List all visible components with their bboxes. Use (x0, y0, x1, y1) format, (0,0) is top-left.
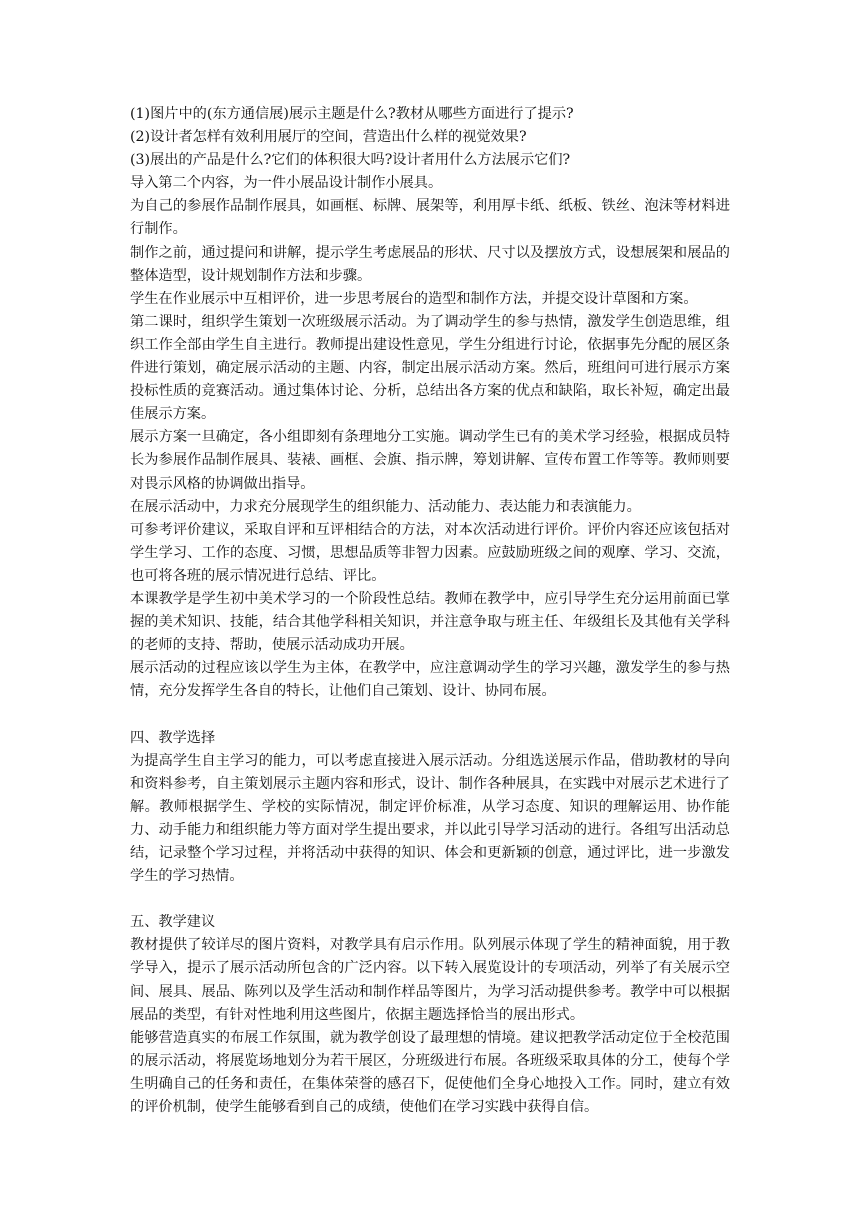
question-1: (1)图片中的(东方通信展)展示主题是什么?教材从哪些方面进行了提示? (130, 106, 574, 122)
paragraph: 为提高学生自主学习的能力，可以考虑直接进入展示活动。分组选送展示作品，借助教材的导向和资料参考，自主策划展示主题内容和形式，设计、制作各种展具，在实践中对展示艺术进行了解。教师根据学生、学校的实际情况，制定评价标准，从学习态度、知识的理解运用、协作能力、动手能力和组织能力等方面对学生提出要求，并以此引导学习活动的进行。各组写出活动总结，记录整个学习过程，并将活动中获得的知识、体会和更新颖的创意，通过评比，进一步激发学生的学习热情。 (130, 752, 730, 885)
paragraph: 在展示活动中，力求充分展现学生的组织能力、活动能力、表达能力和表演能力。 (130, 498, 641, 515)
question-3: (3)展出的产品是什么?它们的体积很大吗?设计者用什么方法展示它们? (130, 152, 571, 169)
document-body (130, 103, 730, 1119)
paragraph: 展示活动的过程应该以学生为主体，在教学中，应注意调动学生的学习兴趣，激发学生的参与热情，充分发挥学生各自的特长，让他们自己策划、设计、协同布展。 (130, 660, 730, 700)
paragraph: 本课教学是学生初中美术学习的一个阶段性总结。教师在教学中，应引导学生充分运用前面已掌握的美术知识、技能，结合其他学科相关知识，并注意争取与班主任、年级组长及其他有关学科的老师的支持、帮助，使展示活动成功开展。 (130, 590, 730, 654)
paragraph: 第二课时，组织学生策划一次班级展示活动。为了调动学生的参与热情，激发学生创造思维，组织工作全部由学生自主进行。教师提出建设性意见，学生分组进行讨论，依据事先分配的展区条件进行策划，确定展示活动的主题、内容，制定出展示活动方案。然后，班组问可进行展示方案投标性质的竞赛活动。通过集体讨论、分析，总结出各方案的优点和缺陷，取长补短，确定出最佳展示方案。 (130, 313, 730, 423)
paragraph: 导入第二个内容，为一件小展品设计制作小展具。 (130, 175, 443, 192)
question-2: (2)设计者怎样有效利用展厅的空间，营造出什么样的视觉效果? (130, 129, 527, 146)
paragraph: 学生在作业展示中互相评价，进一步思考展台的造型和制作方法，并提交设计草图和方案。 (130, 290, 698, 307)
blank-line (130, 703, 730, 726)
paragraph: 可参考评价建议，采取自评和互评相结合的方法，对本次活动进行评价。评价内容还应该包括对学生学习、工作的态度、习惯，思想品质等非智力因素。应鼓励班级之间的观摩、学习、交流，也可将各班的展示情况进行总结、评比。 (130, 521, 730, 584)
paragraph: 制作之前，通过提问和讲解，提示学生考虑展品的形状、尺寸以及摆放方式，设想展架和展品的整体造型，设计规划制作方法和步骤。 (130, 244, 730, 284)
paragraph: 能够营造真实的布展工作氛围，就为教学创设了最理想的情境。建议把教学活动定位于全校范围的展示活动，将展览场地划分为若干展区，分班级进行布展。各班级采取具体的分工，使每个学生明确自己的任务和责任，在集体荣誉的感召下，促使他们全身心地投入工作。同时，建立有效的评价机制，使学生能够看到自己的成绩，使他们在学习实践中获得自信。 (130, 1029, 730, 1116)
blank-line (130, 888, 730, 911)
paragraph: 教材提供了较详尽的图片资料，对教学具有启示作用。队列展示体现了学生的精神面貌，用于教学导入，提示了展示活动所包含的广泛内容。以下转入展览设计的专项活动，列举了有关展示空间、展具、展品、陈列以及学生活动和制作样品等图片，为学习活动提供参考。教学中可以根据展品的类型，有针对性地利用这些图片，依据主题选择恰当的展出形式。 (130, 937, 730, 1023)
section-heading-4: 四、教学选择 (130, 729, 216, 746)
paragraph: 为自己的参展作品制作展具，如画框、标牌、展架等，利用厚卡纸、纸板、铁丝、泡沫等材料进行制作。 (130, 198, 730, 238)
section-heading-5: 五、教学建议 (130, 914, 216, 931)
paragraph: 展示方案一旦确定，各小组即刻有条理地分工实施。调动学生已有的美术学习经验，根据成员特长为参展作品制作展具、装裱、画框、会旗、指示牌，筹划讲解、宣传布置工作等等。教师则要对畏示风格的协调做出指导。 (130, 429, 730, 492)
